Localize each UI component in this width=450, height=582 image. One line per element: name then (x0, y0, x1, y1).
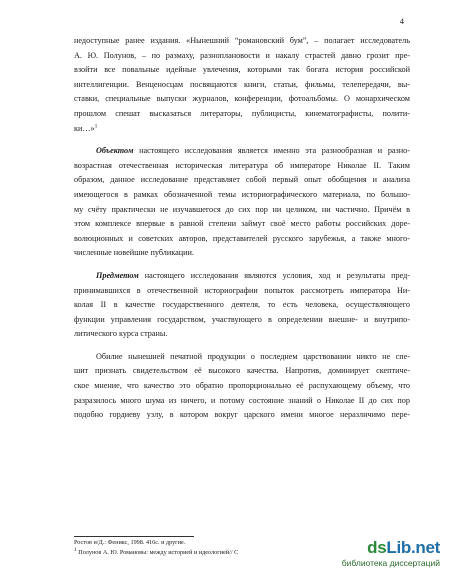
text-line: ставки, специальные выпуски журналов, конференции, фотоальбомы. О монархическом (74, 94, 410, 104)
watermark-logo (367, 538, 440, 558)
text-line: принимавшихся в отечественной историографии попыток рассмотреть императора Ни- (74, 285, 410, 295)
watermark-logo-lib: Lib.net (386, 538, 440, 557)
watermark-logo-ds: ds (367, 538, 387, 557)
paragraph-gap (74, 261, 410, 269)
footnote-marker: 1 (74, 546, 77, 553)
paragraph-gap (74, 342, 410, 350)
watermark (314, 538, 442, 574)
text-line: разразилось много шума из ничего, и потому состояние знаний о Николае II до сих пор (74, 395, 410, 405)
text-line: этом комплексе впервые в равной степени займут своё место работы российских доре- (74, 219, 410, 229)
paragraph-last-line-text: численные новейшие публикации. (74, 248, 194, 258)
footnote-separator (74, 536, 194, 537)
paragraph-gap (74, 136, 410, 144)
paragraph (74, 144, 410, 261)
paragraph-last-line (74, 327, 410, 342)
text-line: шит признать свидетельством её высокого качества. Напротив, доминирует скептиче- (74, 366, 410, 376)
body-text (74, 34, 410, 423)
paragraph (74, 269, 410, 342)
footnote-reference: 1 (94, 122, 98, 129)
paragraph-lead-term: Предметом (96, 270, 139, 280)
text-line: интеллигенции. Венценосцам посвящаются книги, статьи, фильмы, телепередачи, вы- (74, 79, 410, 89)
text-line: прошлом спешат высказаться литераторы, публицисты, кинематографисты, полити- (74, 108, 410, 118)
text-line: А. Ю. Полунов, – по размаху, разноплановости и накалу страстей давно грозит пре- (74, 50, 410, 60)
text-line: недоступные ранее издания. «Нынешний “романовский бум”, – полагает исследователь (74, 36, 410, 45)
page-number: 4 (399, 16, 404, 26)
paragraph-last-line (74, 246, 410, 261)
paragraph-lead-term: Объектом (96, 146, 134, 156)
paragraph (74, 34, 410, 136)
text-line: образом, данное исследование представляет собой первый опыт обобщения и анализа (74, 175, 410, 185)
text-line: имеющегося в рамках обозначенной темы историографического материала, по большо- (74, 189, 410, 199)
paragraph (74, 350, 410, 423)
footnote-line-1: Ростов н/Д.: Феникс, 1998. 416с. и другие. (74, 539, 186, 546)
paragraph-last-line-text: литического курса страны. (74, 329, 168, 339)
text-line: подобно гордиеву узлу, в котором вокруг царского имени многое неразличимо пере- (74, 410, 410, 420)
paragraph-first-line (74, 269, 410, 284)
text-line: ское мнение, что качество это обратно пропорционально её распухающему объему, что (74, 381, 410, 391)
paragraph-last-line-text: ки…» (74, 123, 95, 133)
footnote-line-2 (74, 548, 238, 558)
text-line: колая II в качестве государственного деятеля, то есть человека, осуществляющего (74, 300, 410, 310)
text-line: функции управления государством, участвующего в определении внешне- и внутрипо- (74, 314, 410, 324)
footnote-text: Полунов А. Ю. Романовы: между историей и идеологией// С (76, 549, 239, 556)
paragraph-first-line: Обилие нынешней печатной продукции о последнем царствовании никто не спе- (96, 351, 410, 361)
text-line: взойти все повальные идейные увлечения, которыми так богата история российской (74, 65, 410, 75)
paragraph-first-line-rest: настоящего исследования являются условия, ход и результаты пред- (138, 270, 410, 280)
paragraph-last-line (74, 122, 410, 137)
text-line: возрастная отечественная историческая литература об императоре Николае II. Таким (74, 160, 410, 170)
watermark-subtitle: библиотека диссертаций (341, 558, 440, 568)
footnotes (74, 538, 238, 558)
paragraph-first-line-rest: настоящего исследования является именно эта разнообразная и разно- (133, 146, 410, 156)
paragraph-first-line (74, 144, 410, 159)
text-line: му счёту практически не изучавшегося до сих пор ни целиком, ни частично. Причём в (74, 204, 410, 214)
text-line: волюционных и советских авторов, представителей русского зарубежья, а также много- (74, 233, 410, 243)
